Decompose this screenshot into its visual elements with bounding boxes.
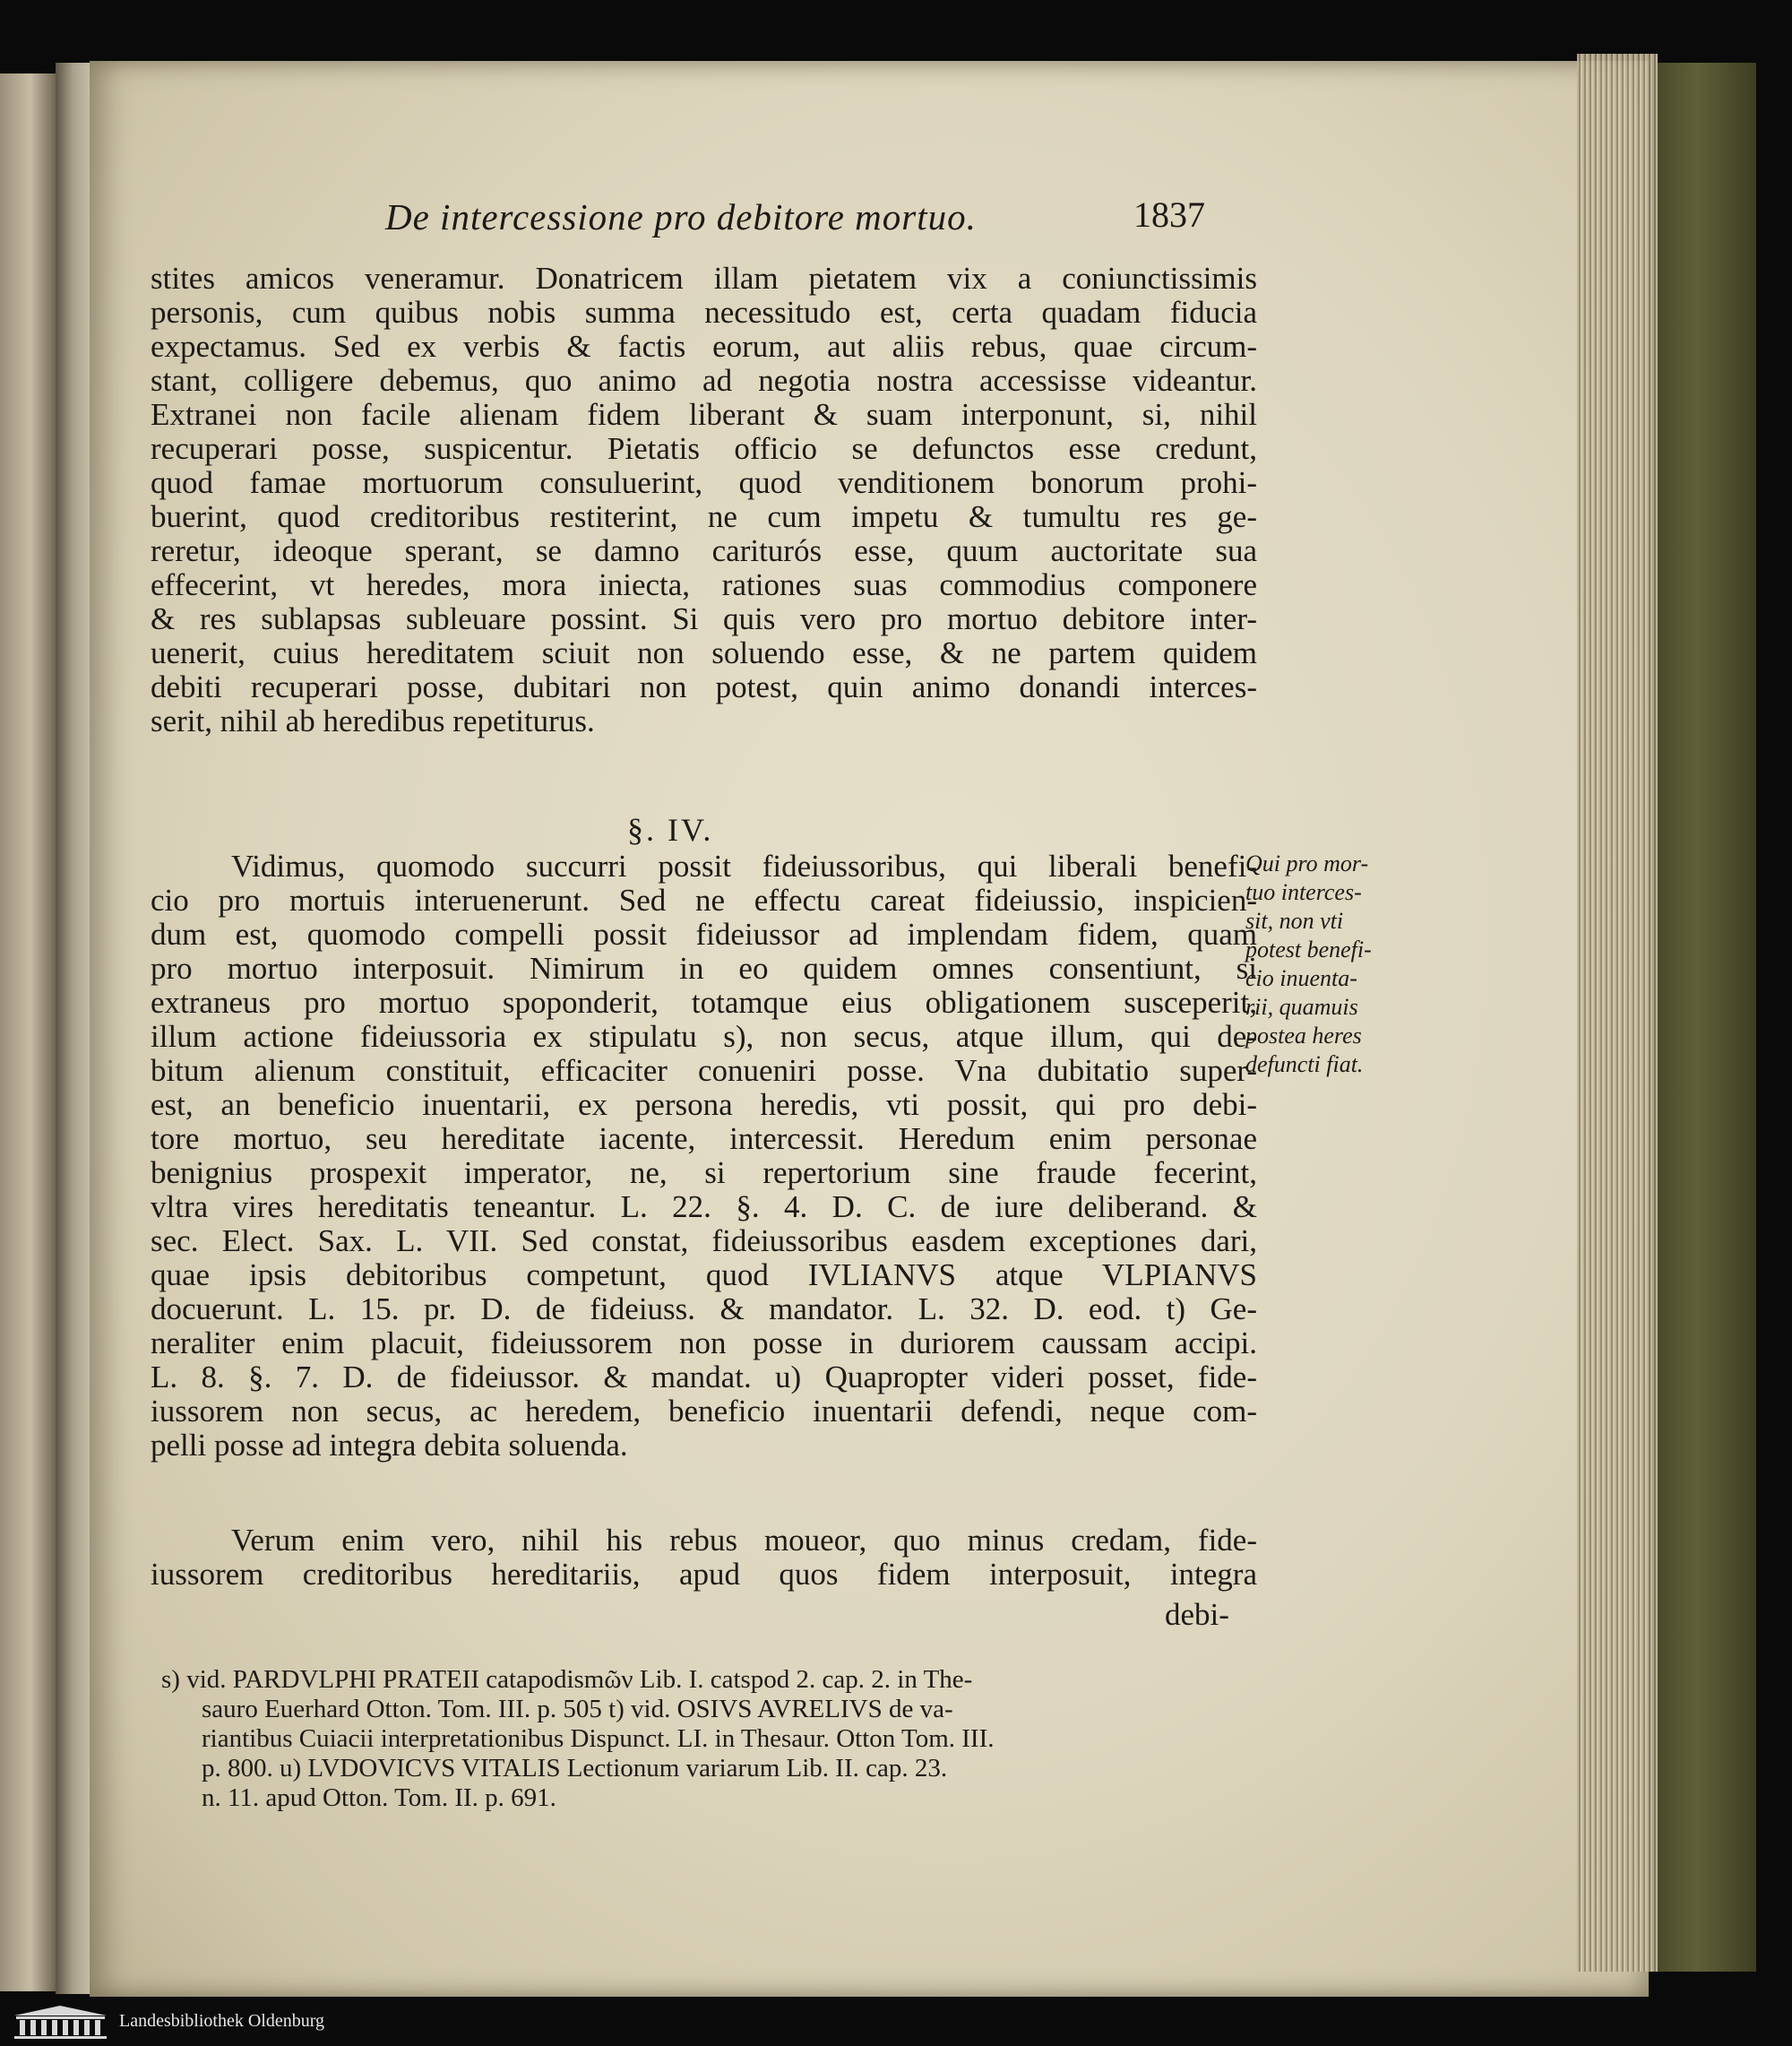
page-fore-edge [1577,54,1658,1972]
marginal-note [1245,850,1407,1079]
text-line: & res sublapsas subleuare possint. Si quis vero pro mortuo debitore inter- [151,601,1257,636]
text-line: Vidimus, quomodo succurri possit fideiussoribus, qui liberali benefi- [231,849,1257,884]
text-line: pro mortuo interposuit. Nimirum in eo quidem omnes consentiunt, si [151,951,1257,986]
text-line: cio pro mortuis interuenerunt. Sed ne effectu careat fideiussio, inspicien- [151,883,1257,918]
text-line: expectamus. Sed ex verbis & factis eorum, aut aliis rebus, quae circum- [151,329,1257,364]
text-line: recuperari posse, suspicentur. Pietatis officio se defunctos esse credunt, [151,431,1257,466]
paragraph-1 [151,262,1257,738]
catchword: debi- [1165,1597,1229,1632]
text-line: stant, colligere debemus, quo animo ad negotia nostra accessisse videantur. [151,363,1257,398]
marginal-note-line: postea heres [1245,1023,1362,1049]
text-line: tore mortuo, seu hereditate iacente, intercessit. Heredum enim personae [151,1121,1257,1156]
text-line: docuerunt. L. 15. pr. D. de fideiuss. & mandator. L. 32. D. eod. t) Ge- [151,1291,1257,1326]
marginal-note-line: tuo interces- [1245,879,1362,905]
text-line: Verum enim vero, nihil his rebus moueor, quo minus credam, fide- [231,1523,1257,1558]
text-line: buerint, quod creditoribus restiterint, ne cum impetu & tumultu res ge- [151,499,1257,534]
footnote-line: riantibus Cuiacii interpretationibus Dispunct. LI. in Thesaur. Otton Tom. III. [202,1724,995,1753]
text-line: illum actione fideiussoria ex stipulatu s), non secus, atque illum, qui de- [151,1019,1257,1054]
text-line: extraneus pro mortuo spoponderit, totamque eius obligationem susceperit, [151,985,1257,1020]
library-name: Landesbibliothek Oldenburg [119,2011,325,2031]
text-line: est, an beneficio inuentarii, ex persona heredis, vti possit, qui pro debi- [151,1087,1257,1122]
footnotes [161,1665,1259,1813]
text-line: benignius prospexit imperator, ne, si repertorium sine fraude fecerint, [151,1155,1257,1190]
marginal-note-line: cio inuenta- [1245,965,1357,991]
footnote-line: n. 11. apud Otton. Tom. II. p. 691. [202,1783,556,1812]
text-line: iussorem non secus, ac heredem, beneficio inuentarii defendi, neque com- [151,1394,1257,1429]
marginal-note-line: potest benefi- [1245,937,1372,963]
text-line: dum est, quomodo compelli possit fideiussor ad implendam fidem, quam [151,917,1257,952]
paragraph-2 [151,850,1257,1463]
marginal-note-line: defuncti fiat. [1245,1051,1364,1077]
text-line: serit, nihil ab heredibus repetiturus. [151,704,595,738]
book-cover [1658,63,1756,1972]
text-line: effecerint, vt heredes, mora iniecta, rationes suas commodius componere [151,567,1257,602]
text-line: neraliter enim placuit, fideiussorem non posse in duriorem caussam accipi. [151,1325,1257,1360]
text-line: sec. Elect. Sax. L. VII. Sed constat, fideiussoribus easdem exceptiones dari, [151,1223,1257,1258]
text-line: reretur, ideoque sperant, se damno cariturós esse, quum auctoritate sua [151,533,1257,568]
footnote-line: sauro Euerhard Otton. Tom. III. p. 505 t) vid. OSIVS AVRELIVS de va- [202,1695,953,1723]
marginal-note-line: rii, quamuis [1245,994,1358,1020]
text-line: uenerit, cuius hereditatem sciuit non soluendo esse, & ne partem quidem [151,635,1257,670]
text-line: bitum alienum constituit, efficaciter conueniri posse. Vna dubitatio super- [151,1053,1257,1088]
footnote-line: s) vid. PARDVLPHI PRATEII catapodismῶν Lib. I. catspod 2. cap. 2. in The- [161,1665,973,1694]
footnote-line: p. 800. u) LVDOVICVS VITALIS Lectionum variarum Lib. II. cap. 23. [202,1754,948,1783]
library-building-icon [9,2003,112,2041]
text-line: L. 8. §. 7. D. de fideiussor. & mandat. u) Quapropter videri posset, fide- [151,1360,1257,1394]
text-line: vltra vires hereditatis teneantur. L. 22. §. 4. D. C. de iure deliberand. & [151,1189,1257,1224]
text-line: personis, cum quibus nobis summa necessitudo est, certa quadam fiducia [151,295,1257,330]
paragraph-3 [151,1524,1257,1592]
marginal-note-line: sit, non vti [1245,908,1344,934]
page-number: 1837 [1133,194,1205,235]
text-line: Extranei non facile alienam fidem liberant & suam interponunt, si, nihil [151,397,1257,432]
text-line: quod famae mortuorum consuluerint, quod venditionem bonorum prohi- [151,465,1257,500]
section-heading: §. IV. [627,812,714,848]
facing-page-edge [0,73,56,1991]
text-line: debiti recuperari posse, dubitari non potest, quin animo donandi interces- [151,669,1257,704]
text-line: iussorem creditoribus hereditariis, apud quos fidem interposuit, integra [151,1557,1257,1592]
running-head-title: De intercessione pro debitore mortuo. [385,196,977,237]
marginal-note-line: Qui pro mor- [1245,850,1369,876]
text-line: stites amicos veneramur. Donatricem illam pietatem vix a coniunctissimis [151,261,1257,296]
text-line: pelli posse ad integra debita soluenda. [151,1428,628,1463]
text-line: quae ipsis debitoribus competunt, quod IVLIANVS atque VLPIANVS [151,1257,1257,1292]
